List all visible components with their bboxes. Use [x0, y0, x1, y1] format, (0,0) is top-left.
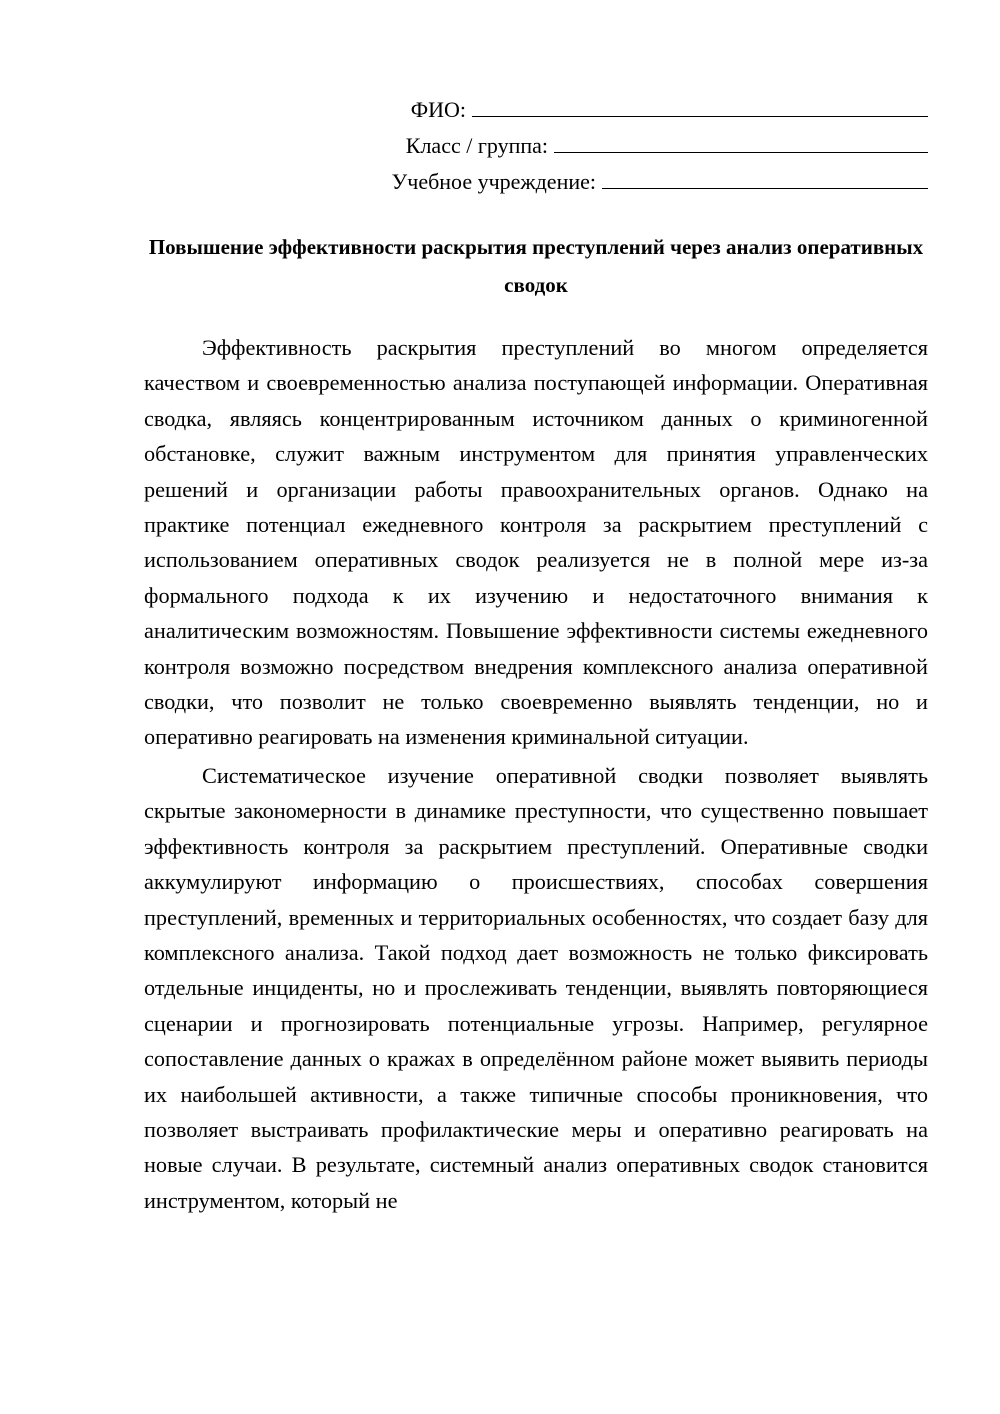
document-body: [144, 330, 928, 1221]
school-label: Учебное учреждение:: [391, 169, 596, 194]
fio-blank-line: [472, 96, 928, 117]
fio-label: ФИО:: [410, 97, 466, 122]
school-blank-line: [602, 168, 928, 189]
class-line: [300, 128, 928, 164]
student-info-header: [300, 92, 928, 200]
class-blank-line: [554, 132, 928, 153]
paragraph-2: Систематическое изучение оперативной сводки позволяет выявлять скрытые закономерности в динамике преступности, что существенно повышает эффективность контроля за раскрытием преступлений. Оперативные сводки аккумулируют информацию о происшествиях, способах совершения преступлений, временных и территориальных особенностях, что создает базу для комплексного анализа. Такой подход дает возможность не только фиксировать отдельные инциденты, но и прослеживать тенденции, выявлять повторяющиеся сценарии и прогнозировать потенциальные угрозы. Например, регулярное сопоставление данных о кражах в определённом районе может выявить периоды их наибольшей активности, а также типичные способы проникновения, что позволяет выстраивать профилактические меры и оперативно реагировать на новые случаи. В результате, системный анализ оперативных сводок становится инструментом, который не: [144, 762, 928, 1213]
document-title: Повышение эффективности раскрытия преступлений через анализ оперативных сводок: [148, 235, 924, 297]
paragraph-1: Эффективность раскрытия преступлений во многом определяется качеством и своевременностью анализа поступающей информации. Оперативная сводка, являясь концентрированным источником данных о криминогенной обстановке, служит важным инструментом для принятия управленческих решений и организации работы правоохранительных органов. Однако на практике потенциал ежедневного контроля за раскрытием преступлений с использованием оперативных сводок реализуется не в полной мере из-за формального подхода к их изучению и недостаточного внимания к аналитическим возможностям. Повышение эффективности системы ежедневного контроля возможно посредством внедрения комплексного анализа оперативной сводки, что позволит не только своевременно выявлять тенденции, но и оперативно реагировать на изменения криминальной ситуации.: [144, 335, 928, 750]
class-label: Класс / группа:: [405, 133, 548, 158]
fio-line: [300, 92, 928, 128]
school-line: [300, 164, 928, 200]
